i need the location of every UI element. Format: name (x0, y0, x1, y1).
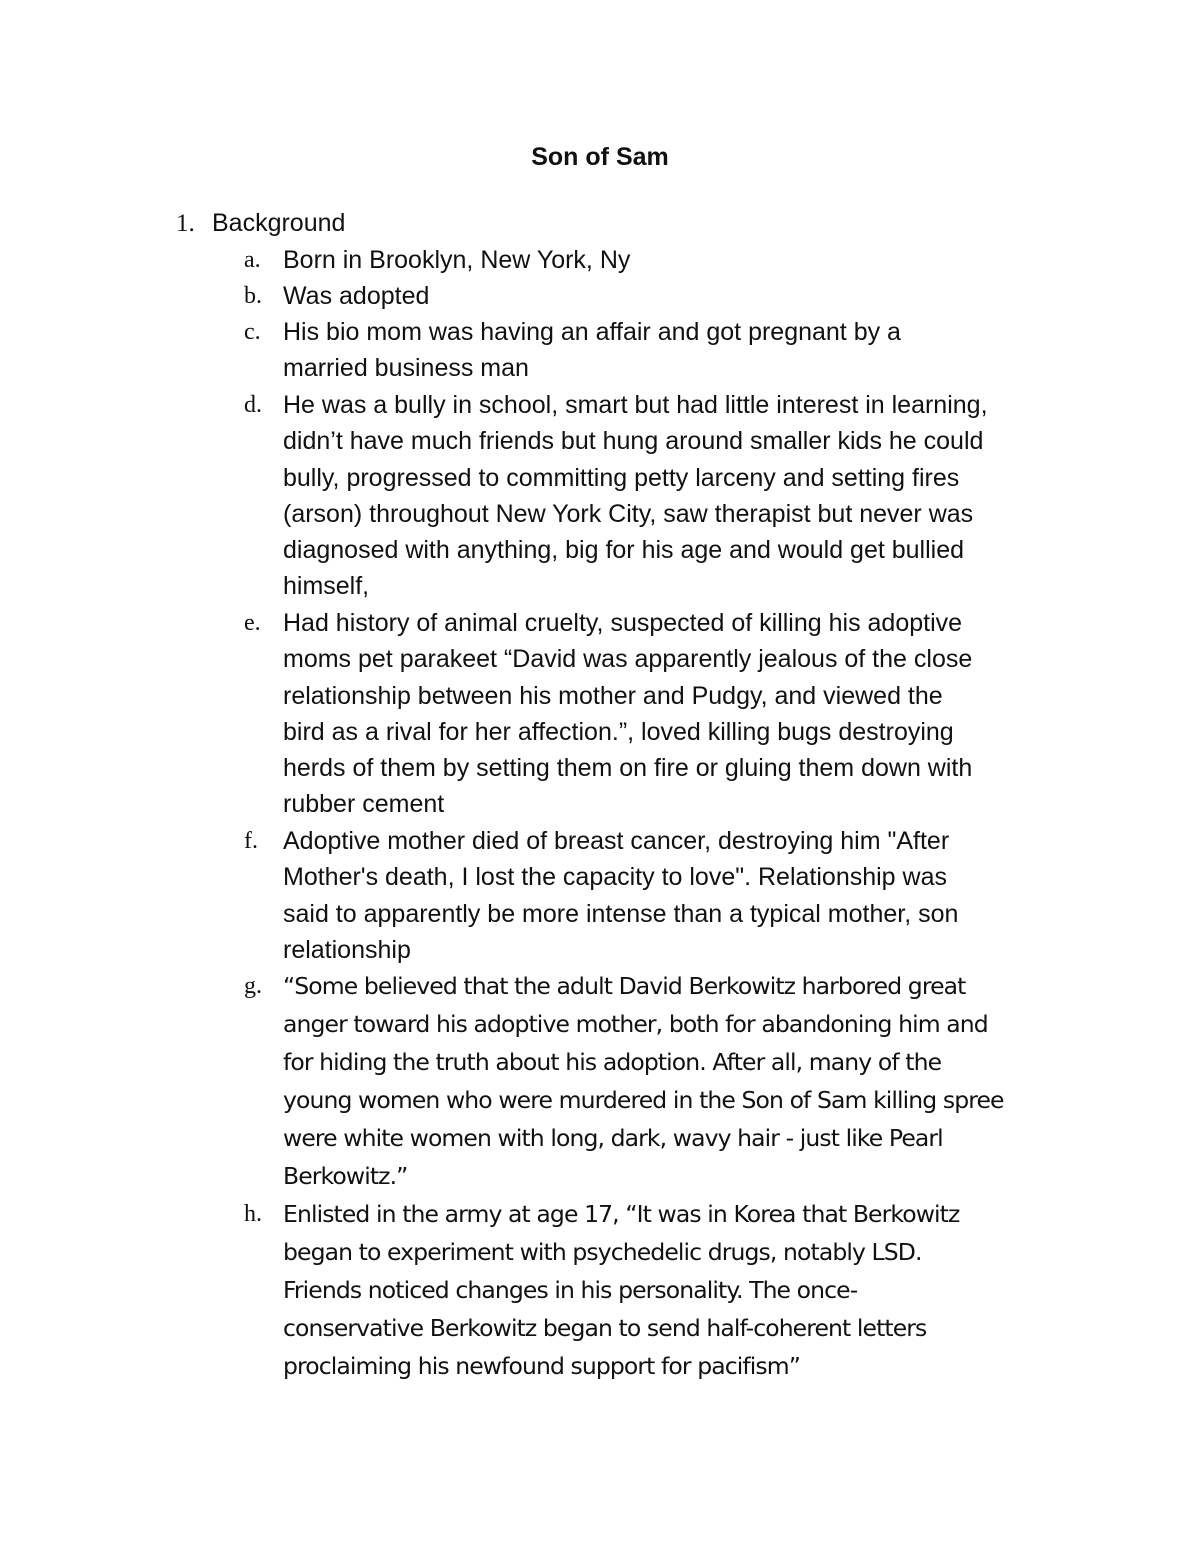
text-line: anger toward his adoptive mother, both for abandoning him and (283, 1010, 988, 1038)
text-line: young women who were murdered in the Son of Sam killing spree (283, 1086, 1004, 1114)
text-line: herds of them by setting them on fire or gluing them down with (283, 754, 973, 783)
text-line: moms pet parakeet “David was apparently jealous of the close (283, 645, 973, 674)
text-line: bully, progressed to committing petty larceny and setting fires (283, 463, 960, 492)
text-line: himself, (283, 572, 370, 601)
text-line: Berkowitz.” (283, 1162, 408, 1190)
list-item-d (244, 387, 1094, 605)
list-item-g (244, 967, 1094, 1195)
text-line: He was a bully in school, smart but had little interest in learning, (283, 391, 988, 419)
text-line: “Some believed that the adult David Berkowitz harbored great (283, 972, 966, 1000)
list-item-text (283, 823, 1083, 968)
section-title: Background (212, 209, 346, 237)
section-number: 1. (176, 210, 195, 237)
list-item-text (283, 967, 1083, 1195)
text-line: diagnosed with anything, big for his age and would get bullied (283, 536, 965, 565)
text-line: Adoptive mother died of breast cancer, destroying him "After (283, 827, 950, 855)
text-line: (arson) throughout New York City, saw therapist but never was (283, 499, 974, 528)
page-title: Son of Sam (531, 143, 669, 171)
text-line: relationship between his mother and Pudgy, and viewed the (283, 681, 943, 710)
text-line: were white women with long, dark, wavy hair - just like Pearl (283, 1124, 943, 1152)
text-line: Had history of animal cruelty, suspected of killing his adoptive (283, 609, 963, 637)
list-item-b (244, 278, 1094, 314)
text-line: His bio mom was having an affair and got pregnant by a (283, 318, 901, 346)
list-item-text (283, 242, 1083, 278)
text-line: bird as a rival for her affection.”, loved killing bugs destroying (283, 717, 954, 746)
text-line: Friends noticed changes in his personality. The once- (283, 1276, 858, 1304)
list-marker: c. (244, 319, 261, 345)
list-item-f (244, 823, 1094, 968)
text-line: Mother's death, I lost the capacity to love". Relationship was (283, 863, 947, 892)
text-line: rubber cement (283, 790, 445, 819)
text-line: Born in Brooklyn, New York, Ny (283, 246, 631, 274)
list-marker: b. (244, 283, 262, 309)
text-line: relationship (283, 935, 411, 964)
text-line: said to apparently be more intense than a typical mother, son (283, 899, 959, 928)
list-item-c (244, 314, 1094, 387)
text-line: proclaiming his newfound support for pacifism” (283, 1352, 801, 1380)
list-item-a (244, 242, 1094, 278)
list-item-text (283, 278, 1083, 314)
list-item-text (283, 387, 1083, 605)
text-line: for hiding the truth about his adoption. After all, many of the (283, 1048, 942, 1076)
text-line: Was adopted (283, 282, 430, 310)
list-marker: a. (244, 247, 261, 273)
list-item-text (283, 314, 1083, 387)
text-line: began to experiment with psychedelic drugs, notably LSD. (283, 1238, 922, 1266)
list-marker: e. (244, 610, 261, 636)
list-item-h (244, 1195, 1094, 1385)
text-line: conservative Berkowitz began to send half-coherent letters (283, 1314, 927, 1342)
list-item-e (244, 605, 1094, 823)
text-line: Enlisted in the army at age 17, “It was in Korea that Berkowitz (283, 1200, 960, 1228)
text-line: didn’t have much friends but hung around smaller kids he could (283, 427, 984, 456)
list-item-text (283, 1195, 1083, 1385)
text-line: married business man (283, 354, 529, 383)
list-marker: f. (244, 828, 258, 854)
list-marker: d. (244, 392, 262, 418)
list-marker: g. (244, 973, 262, 999)
section-heading (176, 205, 345, 242)
list-marker: h. (244, 1201, 262, 1227)
list-item-text (283, 605, 1083, 823)
